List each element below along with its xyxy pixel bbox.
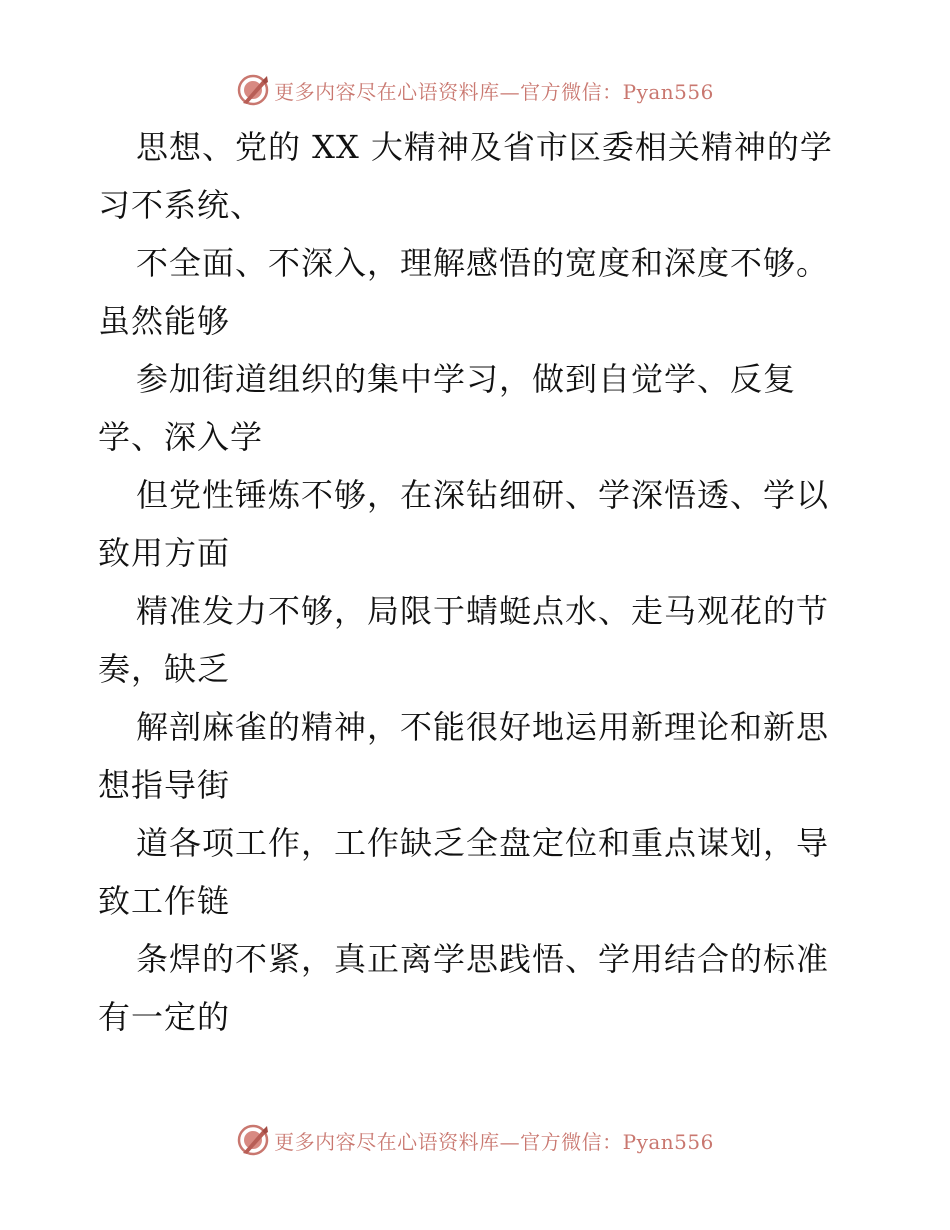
paragraph-line: 奏，缺乏 bbox=[98, 650, 231, 688]
paragraph-line: 想指导街 bbox=[98, 766, 231, 804]
paragraph-line: 参加街道组织的集中学习，做到自觉学、反复 bbox=[136, 360, 797, 398]
paragraph-line: 有一定的 bbox=[98, 998, 231, 1036]
paragraph-line: 致工作链 bbox=[98, 882, 231, 920]
paragraph-line: 不全面、不深入，理解感悟的宽度和深度不够。 bbox=[136, 244, 830, 282]
document-body bbox=[98, 118, 868, 1046]
paragraph-line: 虽然能够 bbox=[98, 302, 231, 340]
paragraph-line: 但党性锤炼不够，在深钻细研、学深悟透、学以 bbox=[136, 476, 830, 514]
paragraph-line: 条焊的不紧，真正离学思践悟、学用结合的标准 bbox=[136, 940, 830, 978]
paragraph-line: 解剖麻雀的精神，不能很好地运用新理论和新思 bbox=[136, 708, 830, 746]
header-watermark bbox=[0, 70, 950, 110]
quill-pen-logo-icon bbox=[236, 73, 270, 107]
paragraph-line: 学、深入学 bbox=[98, 418, 264, 456]
quill-pen-logo-icon bbox=[236, 1123, 270, 1157]
paragraph-line: 思想、党的 XX 大精神及省市区委相关精神的学 bbox=[136, 128, 833, 166]
watermark-text: 更多内容尽在心语资料库—官方微信：Pyan556 bbox=[274, 79, 714, 104]
footer-watermark bbox=[0, 1120, 950, 1160]
paragraph-line: 习不系统、 bbox=[98, 186, 264, 224]
paragraph-line: 致用方面 bbox=[98, 534, 231, 572]
paragraph-line: 精准发力不够，局限于蜻蜓点水、走马观花的节 bbox=[136, 592, 830, 630]
watermark-text: 更多内容尽在心语资料库—官方微信：Pyan556 bbox=[274, 1129, 714, 1154]
paragraph-line: 道各项工作，工作缺乏全盘定位和重点谋划，导 bbox=[136, 824, 830, 862]
